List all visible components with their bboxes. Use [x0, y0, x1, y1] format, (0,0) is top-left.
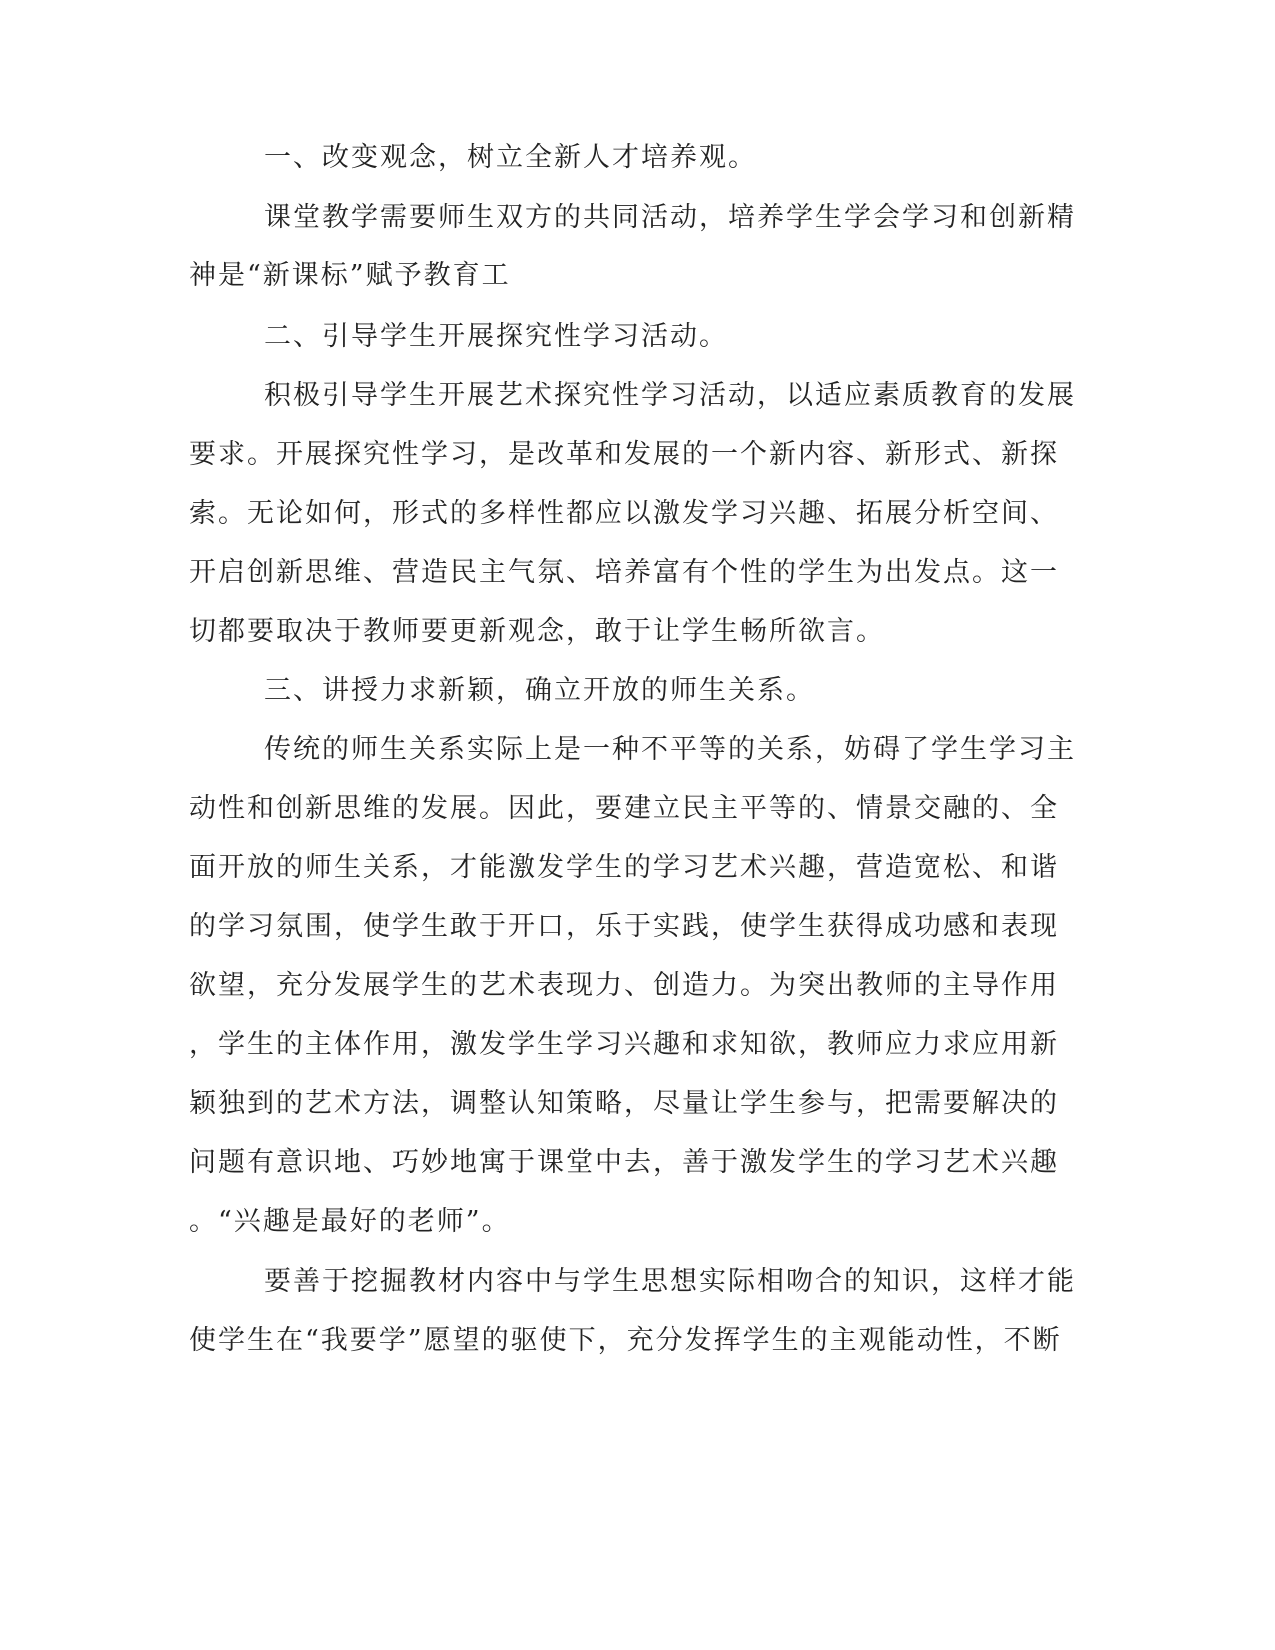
paragraph-4-line-2: 使学生在“我要学”愿望的驱使下，充分发挥学生的主观能动性，不断 — [189, 1325, 1062, 1356]
paragraph-1-line-2: 神是“新课标”赋予教育工 — [189, 260, 511, 291]
paragraph-2-line-1: 积极引导学生开展艺术探究性学习活动，以适应素质教育的发展 — [264, 380, 1076, 411]
paragraph-3-line-9: 。“兴趣是最好的老师”。 — [189, 1206, 511, 1237]
paragraph-1-line-1: 课堂教学需要师生双方的共同活动，培养学生学会学习和创新精 — [264, 202, 1076, 233]
heading-3: 三、讲授力求新颖，确立开放的师生关系。 — [264, 675, 815, 706]
paragraph-2-line-4: 开启创新思维、营造民主气氛、培养富有个性的学生为出发点。这一 — [189, 557, 1059, 588]
paragraph-3-line-1: 传统的师生关系实际上是一种不平等的关系，妨碍了学生学习主 — [264, 734, 1076, 765]
paragraph-2-line-3: 索。无论如何，形式的多样性都应以激发学习兴趣、拓展分析空间、 — [189, 498, 1059, 529]
heading-2: 二、引导学生开展探究性学习活动。 — [264, 321, 728, 352]
paragraph-3-line-7: 颖独到的艺术方法，调整认知策略，尽量让学生参与，把需要解决的 — [189, 1088, 1059, 1119]
paragraph-3-line-4: 的学习氛围，使学生敢于开口，乐于实践，使学生获得成功感和表现 — [189, 911, 1059, 942]
paragraph-3-line-2: 动性和创新思维的发展。因此，要建立民主平等的、情景交融的、全 — [189, 793, 1059, 824]
paragraph-2-line-2: 要求。开展探究性学习，是改革和发展的一个新内容、新形式、新探 — [189, 439, 1059, 470]
paragraph-4-line-1: 要善于挖掘教材内容中与学生思想实际相吻合的知识，这样才能 — [264, 1266, 1076, 1297]
heading-1: 一、改变观念，树立全新人才培养观。 — [264, 142, 757, 173]
paragraph-3-line-5: 欲望，充分发展学生的艺术表现力、创造力。为突出教师的主导作用 — [189, 970, 1059, 1001]
paragraph-3-line-6: ，学生的主体作用，激发学生学习兴趣和求知欲，教师应力求应用新 — [189, 1029, 1059, 1060]
paragraph-3-line-8: 问题有意识地、巧妙地寓于课堂中去，善于激发学生的学习艺术兴趣 — [189, 1147, 1059, 1178]
paragraph-2-line-5: 切都要取决于教师要更新观念，敢于让学生畅所欲言。 — [189, 616, 885, 647]
paragraph-3-line-3: 面开放的师生关系，才能激发学生的学习艺术兴趣，营造宽松、和谐 — [189, 852, 1059, 883]
